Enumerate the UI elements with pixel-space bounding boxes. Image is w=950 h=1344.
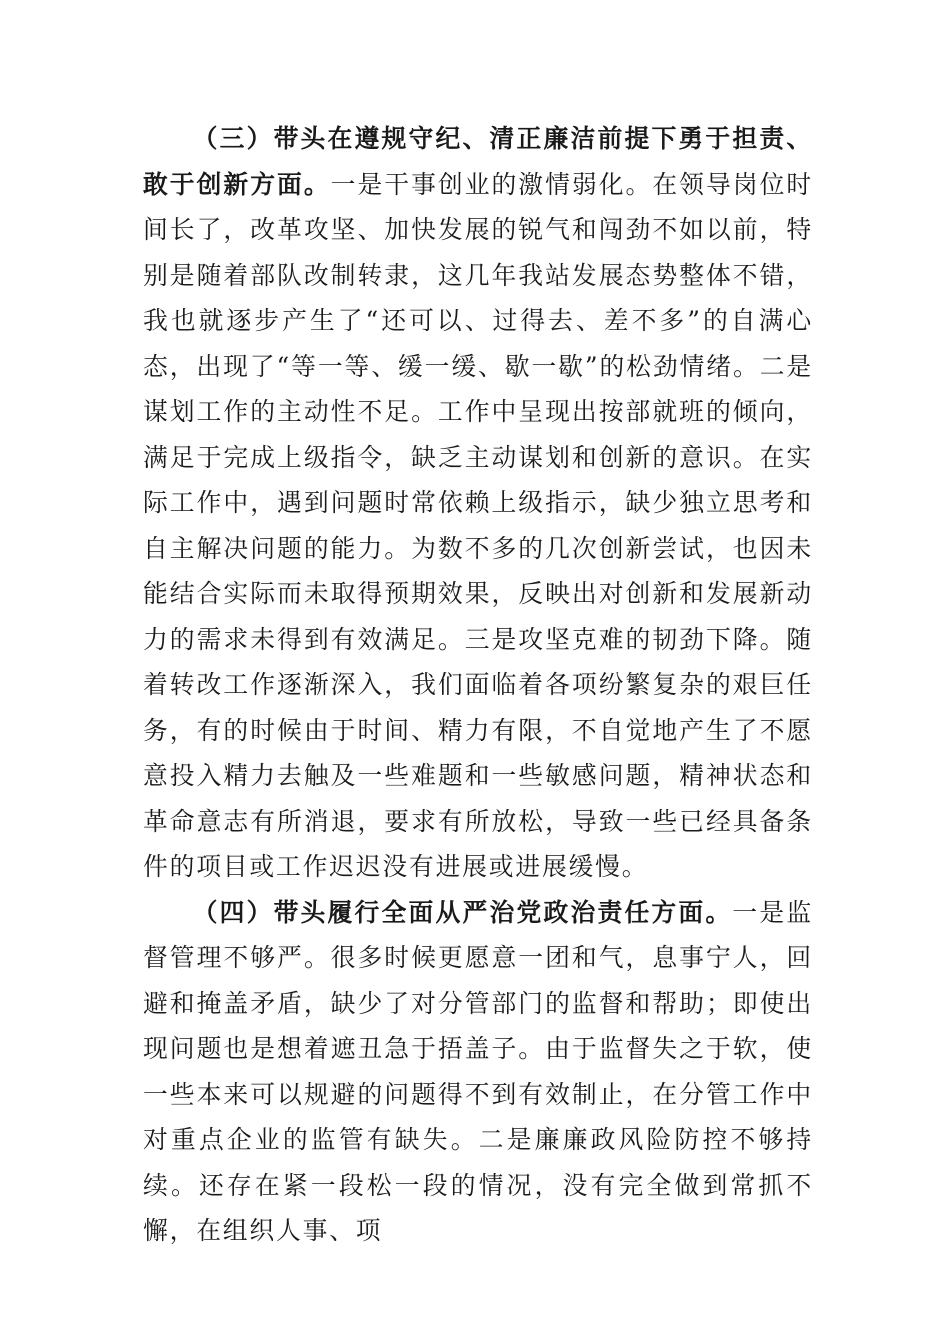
paragraph-section-four bbox=[143, 890, 813, 1254]
paragraph-section-three bbox=[143, 116, 813, 890]
section-three-heading: （三）带头在遵规守纪、清正廉洁前提下勇于担责、敢于创新方面。 bbox=[143, 124, 813, 199]
section-three-body: 一是干事创业的激情弱化。在领导岗位时间长了，改革攻坚、加快发展的锐气和闯劲不如以前，特别是随着部队改制转隶，这几年我站发展态势整体不错，我也就逐步产生了“还可以、过得去、差不多”的自满心态，出现了“等一等、缓一缓、歇一歇”的松劲情绪。二是谋划工作的主动性不足。工作中呈现出按部就班的倾向，满足于完成上级指令，缺乏主动谋划和创新的意识。在实际工作中，遇到问题时常依赖上级指示，缺少独立思考和自主解决问题的能力。为数不多的几次创新尝试，也因未能结合实际而未取得预期效果，反映出对创新和发展新动力的需求未得到有效满足。三是攻坚克难的韧劲下降。随着转改工作逐渐深入，我们面临着各项纷繁复杂的艰巨任务，有的时候由于时间、精力有限，不自觉地产生了不愿意投入精力去触及一些难题和一些敏感问题，精神状态和革命意志有所消退，要求有所放松，导致一些已经具备条件的项目或工作迟迟没有进展或进展缓慢。 bbox=[143, 169, 813, 881]
section-four-heading: （四）带头履行全面从严治党政治责任方面。 bbox=[192, 897, 733, 927]
document-body bbox=[143, 116, 813, 1254]
section-four-body: 一是监督管理不够严。很多时候更愿意一团和气，息事宁人，回避和掩盖矛盾，缺少了对分管部门的监督和帮助；即使出现问题也是想着遮丑急于捂盖子。由于监督失之于软，使一些本来可以规避的问题得不到有效制止，在分管工作中对重点企业的监管有缺失。二是廉廉政风险防控不够持续。还存在紧一段松一段的情况，没有完全做到常抓不懈，在组织人事、项 bbox=[143, 897, 813, 1245]
